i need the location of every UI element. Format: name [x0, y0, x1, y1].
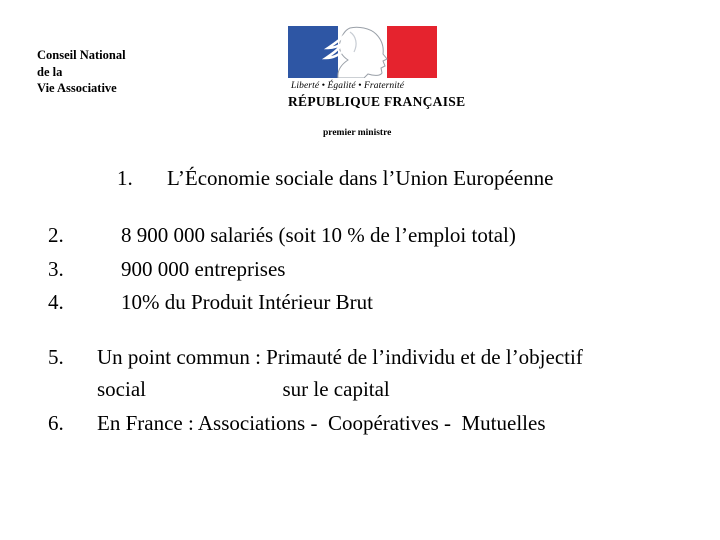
item-text: 10% du Produit Intérieur Brut	[121, 290, 373, 314]
marianne-flag-icon	[288, 26, 437, 78]
republic-motto: Liberté • Égalité • Fraternité	[291, 81, 405, 91]
premier-ministre-label: premier ministre	[323, 128, 392, 138]
list-item	[0, 411, 720, 435]
list-item	[0, 223, 720, 247]
list-item	[0, 257, 720, 281]
org-line-2: de la	[37, 64, 63, 79]
item-number: 2.	[48, 223, 64, 247]
item-number: 1.	[117, 166, 133, 190]
item-number: 3.	[48, 257, 64, 281]
item-text-line-1: Un point commun : Primauté de l’individu et de l’objectif	[97, 345, 583, 369]
item-text-line-2: social sur le capital	[97, 377, 390, 401]
item-text: 8 900 000 salariés (soit 10 % de l’emploi total)	[121, 223, 516, 247]
organization-name	[37, 47, 126, 97]
item-number: 5.	[48, 345, 64, 369]
org-line-3: Vie Associative	[37, 81, 117, 95]
list-item	[0, 166, 720, 190]
list-item	[0, 345, 720, 403]
item-number: 6.	[48, 411, 64, 435]
item-text: L’Économie sociale dans l’Union Européenne	[167, 166, 554, 190]
republique-francaise-logo	[288, 26, 466, 110]
republique-francaise-title: RÉPUBLIQUE FRANÇAISE	[288, 94, 466, 109]
list-item	[0, 290, 720, 314]
item-number: 4.	[48, 290, 64, 314]
item-text: 900 000 entreprises	[121, 257, 286, 281]
org-line-1: Conseil National	[37, 48, 126, 62]
item-text: En France : Associations - Coopératives - Mutuelles	[97, 411, 546, 435]
